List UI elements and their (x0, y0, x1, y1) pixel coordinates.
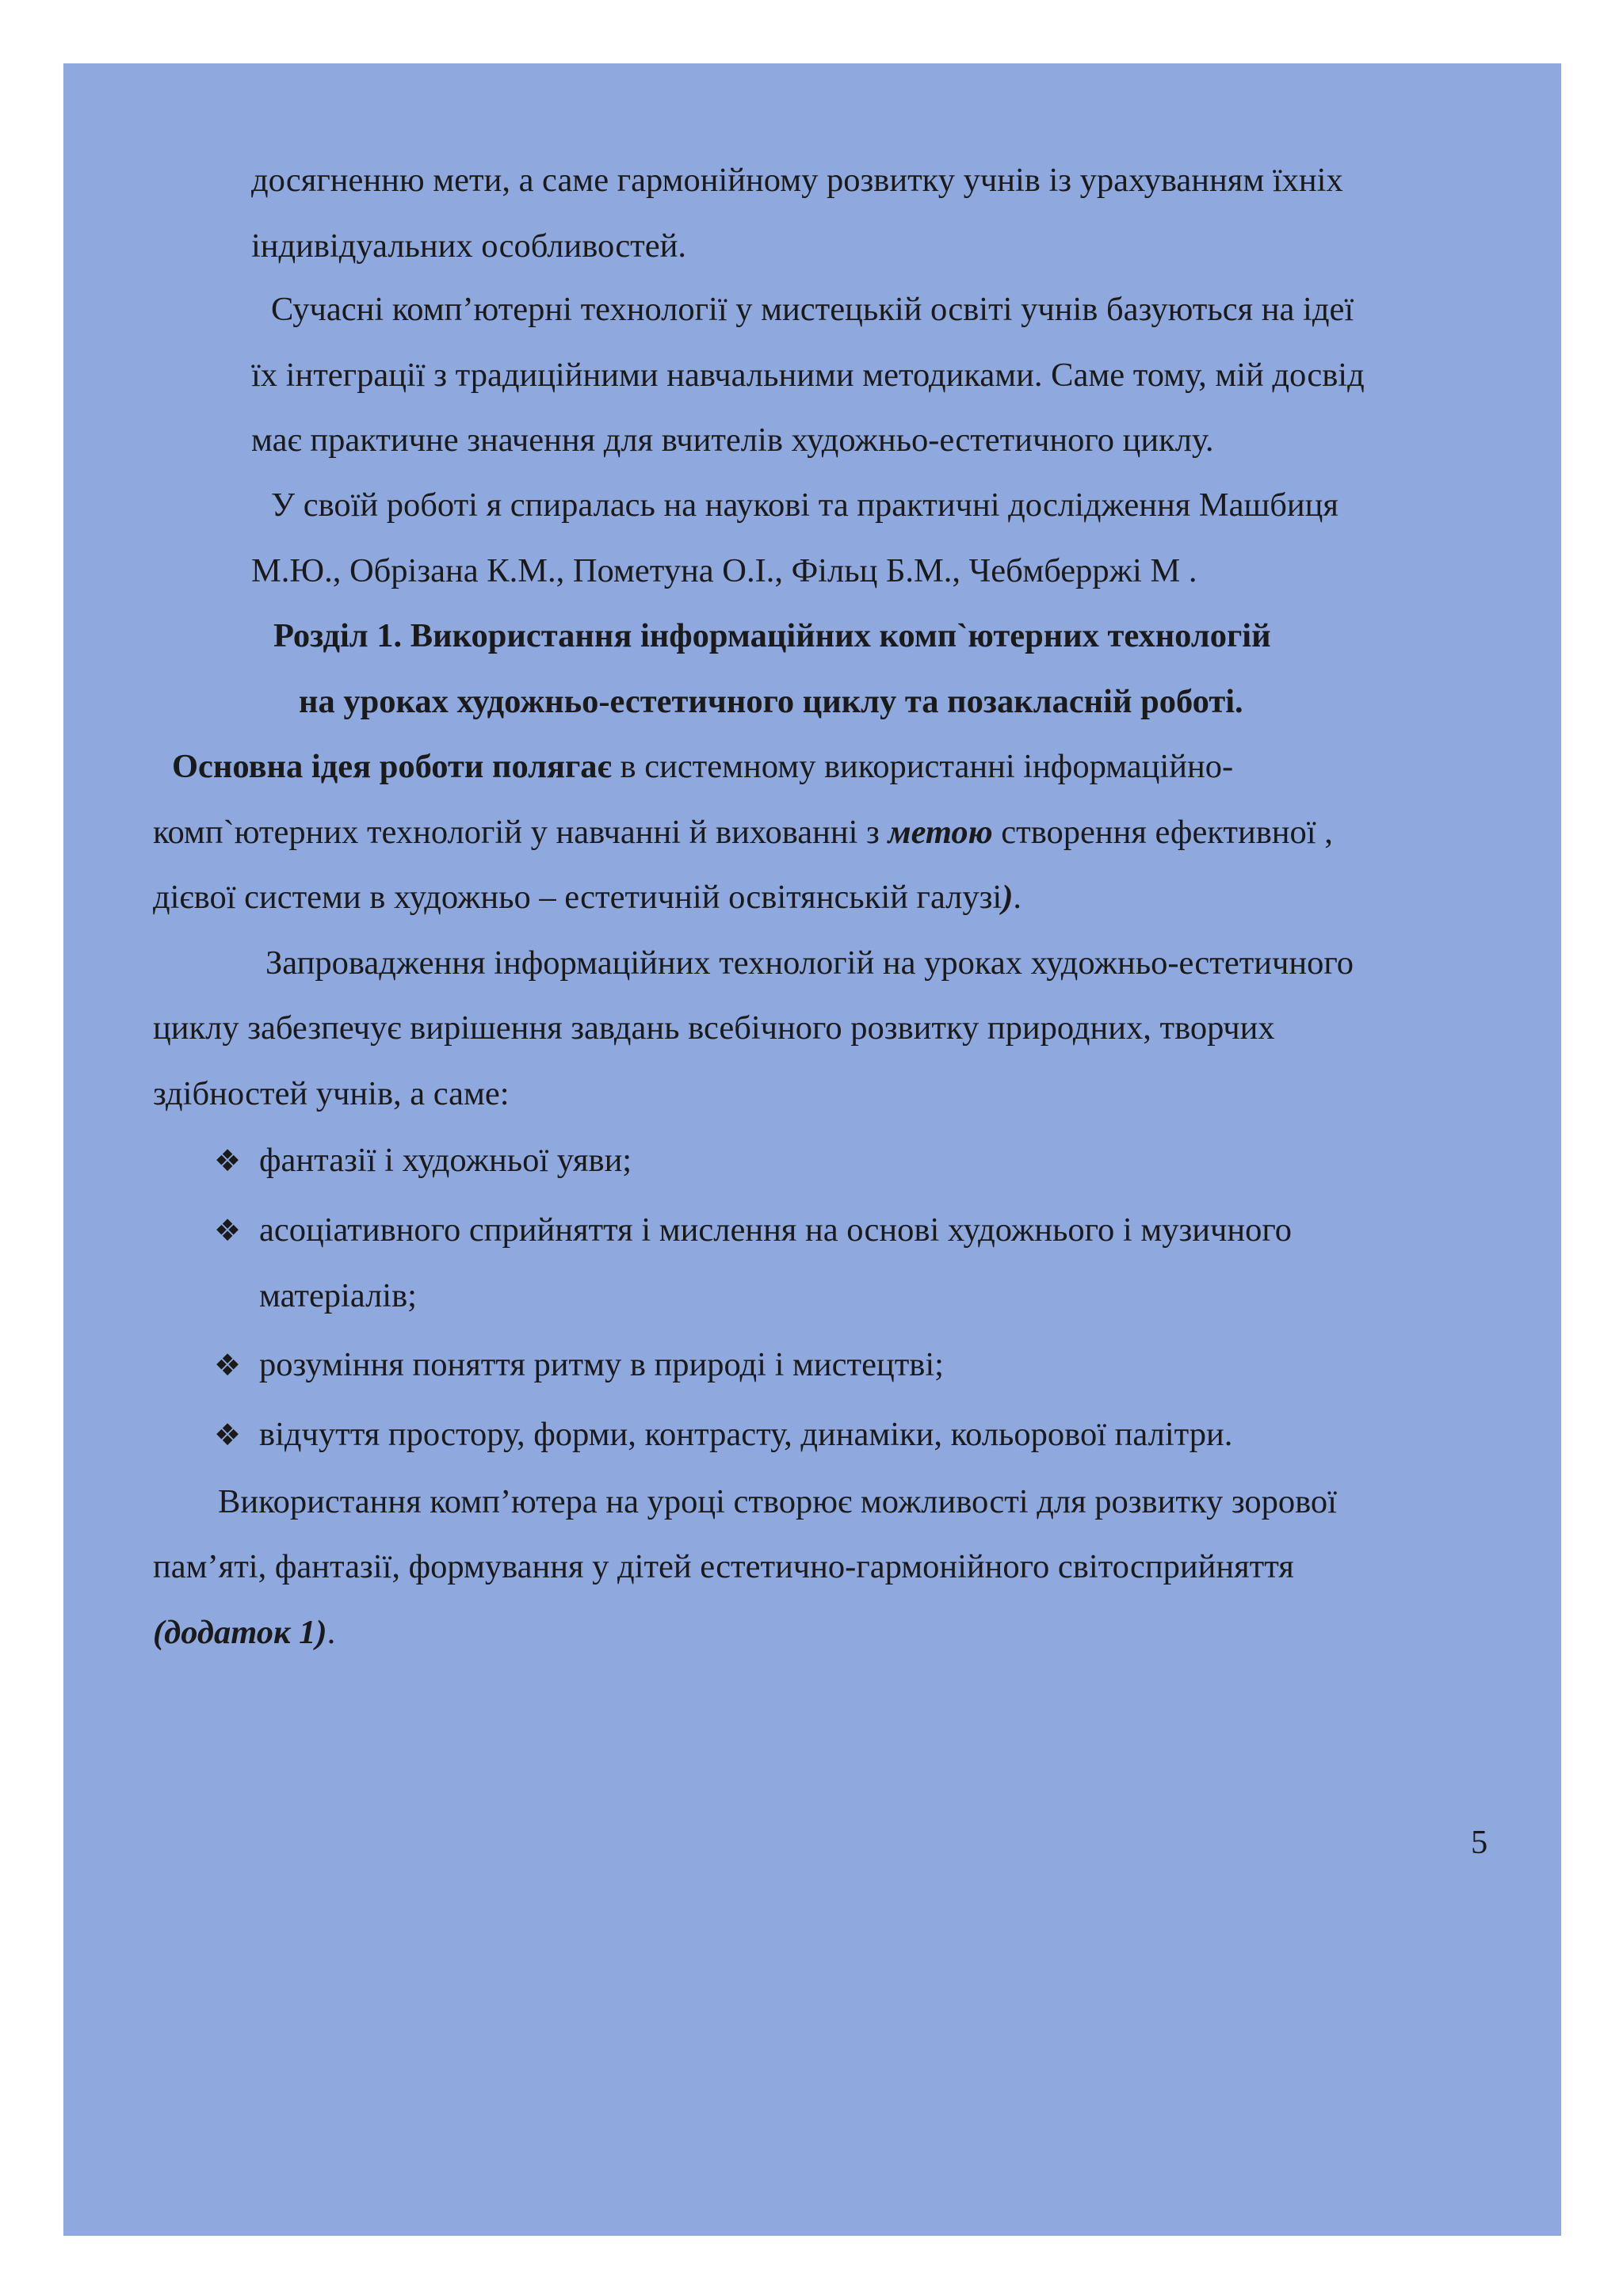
paragraph-line (153, 1612, 335, 1653)
paragraph-line: М.Ю., Обрізана К.М., Пометуна О.І., Фільц Б.М., Чебмберржі М . (251, 552, 1197, 589)
emphasis-text: метою (888, 814, 993, 851)
diamond-bullet-icon: ❖ (214, 1213, 242, 1248)
list-item: асоціативного сприйняття і мислення на основі художнього і музичного (259, 1211, 1292, 1249)
list-item-continuation: матеріалів; (259, 1277, 417, 1314)
paragraph-line: циклу забезпечує вирішення завдань всебічного розвитку природних, творчих (153, 1009, 1275, 1047)
diamond-bullet-icon: ❖ (214, 1348, 242, 1383)
paragraph-line: У своїй роботі я спиралась на наукові та практичні дослідження Машбиця (271, 486, 1338, 524)
paragraph-line: індивідуальних особливостей. (251, 227, 686, 265)
paragraph-line: Сучасні комп’ютерні технології у мистецькій освіті учнів базуються на ідеї (271, 291, 1354, 328)
paragraph-line: Запровадження інформаційних технологій на уроках художньо-естетичного (265, 944, 1354, 982)
list-item: фантазії і художньої уяви; (259, 1142, 632, 1179)
section-heading-line-1: Розділ 1. Використання інформаційних комп`ютерних технологій (273, 617, 1271, 654)
main-idea-text: комп`ютерних технологій у навчанні й вихованні з (153, 814, 888, 851)
main-idea-lead: Основна ідея роботи полягає (172, 748, 612, 785)
paragraph-line: здібностей учнів, а саме: (153, 1075, 510, 1112)
section-heading-line-2: на уроках художньо-естетичного циклу та позакласній роботі. (299, 683, 1243, 720)
paragraph-line: їх інтеграції з традиційними навчальними методиками. Саме тому, мій досвід (251, 357, 1365, 394)
paragraph-line: має практичне значення для вчителів художньо-естетичного циклу. (251, 421, 1214, 459)
paragraph-line: Використання комп’ютера на уроці створює можливості для розвитку зорової (218, 1483, 1337, 1520)
main-idea-text: дієвої системи в художньо – естетичній освітянській галузі (153, 879, 1002, 916)
main-idea-text: створення ефективної , (992, 814, 1333, 851)
emphasis-text: ) (1002, 879, 1014, 916)
diamond-bullet-icon: ❖ (214, 1143, 242, 1178)
appendix-reference: (додаток 1) (153, 1614, 327, 1651)
paragraph-line: досягненню мети, а саме гармонійному розвитку учнів із урахуванням їхніх (251, 162, 1343, 199)
document-page (63, 63, 1561, 2236)
list-item: відчуття простору, форми, контрасту, динаміки, кольорової палітри. (259, 1416, 1233, 1453)
paragraph-line: пам’яті, фантазії, формування у дітей естетично-гармонійного світосприйняття (153, 1548, 1294, 1585)
paragraph-text: . (327, 1614, 336, 1651)
main-idea-text: . (1013, 879, 1022, 916)
diamond-bullet-icon: ❖ (214, 1417, 242, 1452)
paragraph-line (172, 746, 1233, 788)
page-number: 5 (1471, 1824, 1488, 1861)
list-item: розуміння поняття ритму в природі і мистецтві; (259, 1346, 944, 1383)
paragraph-line (153, 877, 1022, 918)
main-idea-text: в системному використанні інформаційно- (611, 748, 1234, 785)
paragraph-line (153, 812, 1333, 853)
